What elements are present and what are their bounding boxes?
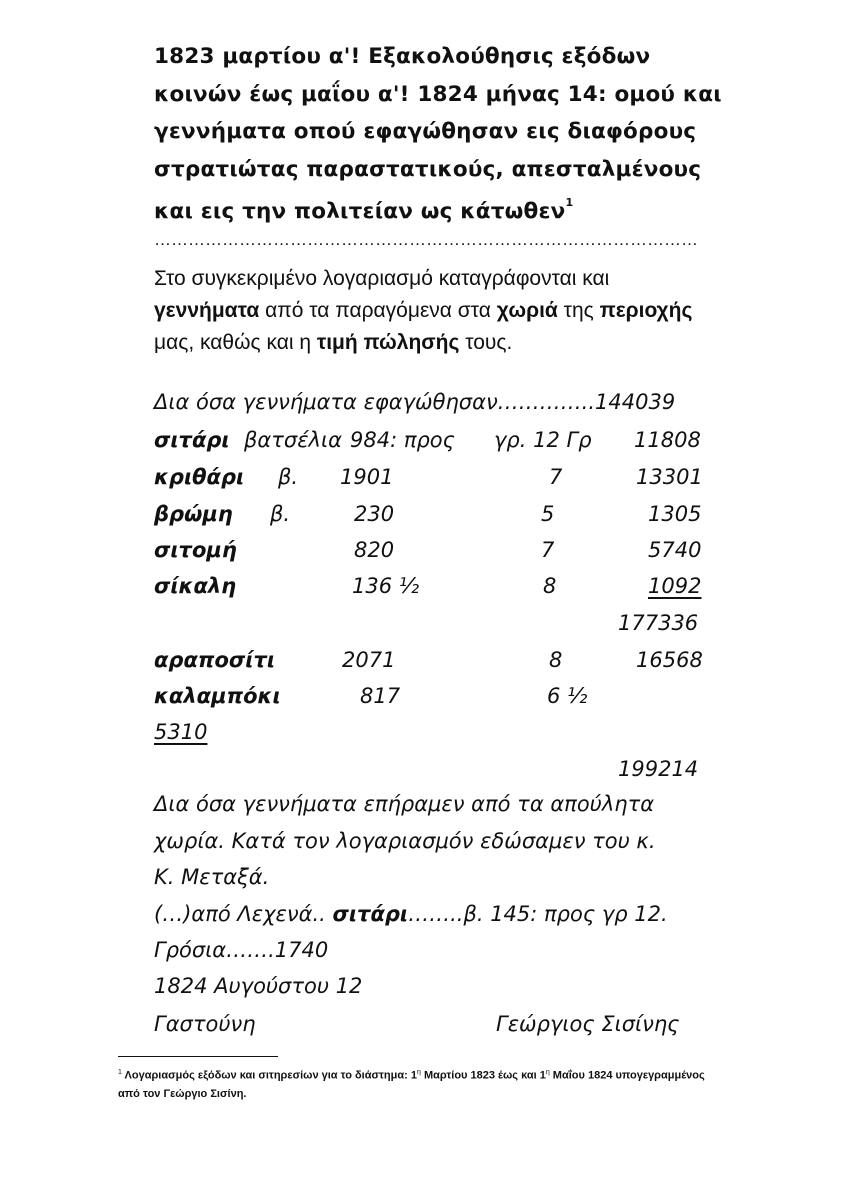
ledger-quantity: 230: [354, 502, 395, 526]
footnote-separator: [118, 1056, 278, 1057]
ledger-unit: βατσέλια: [244, 428, 342, 452]
footnote-text: Μαΐου 1824 υπογεγραμμένος από τον Γεώργιο Σισίνη.: [118, 1069, 705, 1100]
date-line: 1824 Αυγούστου 12: [154, 974, 363, 998]
ledger-row: [154, 648, 724, 678]
ledger-item: κριθάρι: [154, 465, 245, 489]
ledger-price: γρ. 12 Γρ: [494, 428, 592, 452]
intro-emphasis: περιοχής: [599, 299, 693, 322]
footnote-number: 1: [118, 1069, 122, 1076]
footnote-superscript: η: [545, 1069, 550, 1076]
intro-emphasis: γεννήματα: [154, 299, 260, 322]
ledger-total: 16568: [636, 648, 703, 672]
ledger-item: καλαμπόκι: [154, 684, 281, 708]
intro-emphasis: χωριά: [496, 299, 558, 322]
footnote-text: Μαρτίου 1823 έως και 1: [420, 1069, 546, 1082]
ledger-row: [154, 502, 724, 532]
intro-text: από τα παραγόμενα στα: [259, 299, 497, 322]
ledger-price: 8: [543, 574, 557, 598]
closing-emphasis: σιτάρι: [332, 902, 409, 926]
ledger-item: σιτάρι: [154, 428, 230, 452]
ledger-total: 11808: [634, 428, 701, 452]
subtotal-value: 199214: [618, 757, 699, 781]
ledger-price: 7: [549, 465, 563, 489]
subtotal-value: 177336: [618, 611, 699, 635]
ledger-total: 5740: [648, 538, 702, 562]
closing-line: [154, 902, 668, 926]
footnote: [118, 1064, 718, 1103]
closing-line: Δια όσα γεννήματα επήραμεν από τα απούλητα: [154, 792, 655, 816]
footnote-reference: 1: [565, 196, 574, 209]
closing-text: (…)από Λεχενά..: [154, 902, 333, 926]
ledger-item: αραποσίτι: [154, 648, 276, 672]
intro-text: μας, καθώς και η: [154, 331, 317, 354]
ledger-row: [154, 465, 724, 495]
ledger-total: 1305: [648, 502, 702, 526]
ledger-unit: β.: [278, 465, 299, 489]
intro-text: της: [557, 299, 600, 322]
ledger-total: 5310: [154, 720, 208, 744]
footnote-superscript: η: [416, 1069, 421, 1076]
ledger-quantity: 2071: [342, 648, 396, 672]
ledger-item: σίκαλη: [154, 574, 237, 598]
document-heading: [154, 38, 734, 231]
ledger-quantity: 817: [360, 684, 401, 708]
ledger-row: [154, 574, 724, 604]
ledger-quantity: 1901: [340, 465, 394, 489]
ledger-quantity: 820: [354, 538, 395, 562]
intro-paragraph: [154, 263, 714, 359]
ledger-row: [154, 428, 724, 458]
ledger-row: [154, 684, 724, 714]
ledger-total: 13301: [636, 465, 703, 489]
footnote-text: Λογαριασμός εξόδων και σιτηρεσίων για το διάστημα: 1: [121, 1069, 417, 1082]
closing-line: Γρόσια…….1740: [154, 938, 329, 962]
closing-line: χωρία. Κατά τον λογαριασμόν εδώσαμεν του κ.: [154, 829, 656, 853]
ledger-unit: β.: [270, 502, 291, 526]
signature: Γεώργιος Σισίνης: [496, 1012, 680, 1036]
ledger-row: [154, 538, 724, 568]
account-intro-line: Δια όσα γεννήματα εφαγώθησαν…………..144039: [154, 390, 676, 414]
place-name: Γαστούνη: [154, 1012, 256, 1036]
ledger-quantity: 984: προς: [350, 428, 455, 452]
ledger-quantity: 136 ½: [352, 574, 420, 598]
heading-text: 1823 μαρτίου α'! Εξακολούθησις εξόδων κοινών έως μαΐου α'! 1824 μήνας 14: ομού και γεννήματα οπού εφαγώθησαν εις διαφόρους στρατιώτας παραστατικούς, απεσταλμένους και εις την πολιτείαν ως κάτωθεν: [154, 44, 722, 225]
ledger-item: βρώμη: [154, 502, 233, 526]
ledger-item: σιτομή: [154, 538, 237, 562]
ledger-price: 6 ½: [547, 684, 588, 708]
ledger-price: 5: [541, 502, 555, 526]
ledger-price: 8: [549, 648, 563, 672]
closing-text: ……..β. 145: προς γρ 12.: [408, 902, 668, 926]
intro-text: Στο συγκεκριμένο λογαριασμό καταγράφονται και: [154, 267, 610, 290]
ledger-price: 7: [541, 538, 555, 562]
closing-line: Κ. Μεταξά.: [154, 865, 270, 889]
intro-emphasis: τιμή πώλησής: [316, 331, 460, 354]
intro-text: τους.: [459, 331, 513, 354]
ledger-total: 1092: [648, 574, 702, 598]
dotted-separator: ……………………………………………………………………………………: [154, 230, 698, 249]
